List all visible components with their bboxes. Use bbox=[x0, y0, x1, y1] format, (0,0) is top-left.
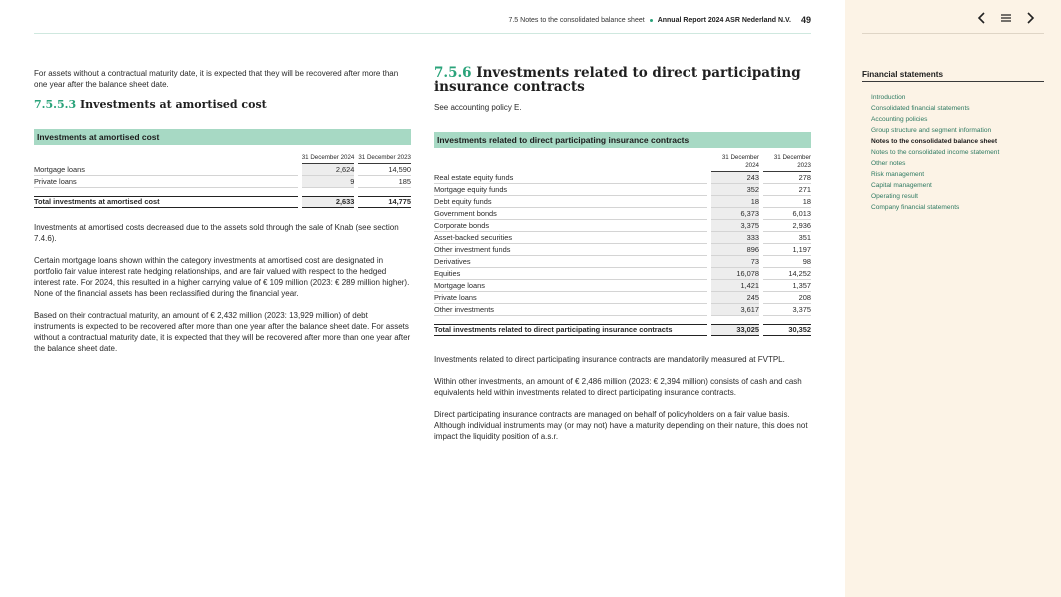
sidebar-item[interactable]: Other notes bbox=[871, 160, 906, 167]
table-row bbox=[434, 184, 811, 196]
row-label: Other investments bbox=[434, 304, 707, 316]
col-header-2024: 31 December 2024 bbox=[302, 151, 355, 164]
sidebar-item[interactable]: Operating result bbox=[871, 193, 918, 200]
section-number: 7.5.6 bbox=[434, 65, 472, 81]
table-row bbox=[434, 232, 811, 244]
value-2024: 3,375 bbox=[711, 220, 759, 232]
sidebar-item[interactable]: Accounting policies bbox=[871, 116, 928, 123]
nav-icons bbox=[975, 11, 1037, 25]
row-label: Other investment funds bbox=[434, 244, 707, 256]
table-row bbox=[34, 176, 411, 188]
value-2023: 14,590 bbox=[358, 164, 411, 176]
row-label: Derivatives bbox=[434, 256, 707, 268]
value-2024: 3,617 bbox=[711, 304, 759, 316]
row-label: Mortgage loans bbox=[34, 164, 298, 176]
row-label: Government bonds bbox=[434, 208, 707, 220]
value-2023: 18 bbox=[763, 196, 811, 208]
table-row bbox=[434, 172, 811, 184]
sidebar-item[interactable]: Consolidated financial statements bbox=[871, 105, 970, 112]
col-header-2023: 31 December 2023 bbox=[763, 154, 811, 172]
value-2024: 9 bbox=[302, 176, 355, 188]
value-2023: 1,357 bbox=[763, 280, 811, 292]
intro-paragraph: For assets without a contractual maturity date, it is expected that they will be recovered after more than one year after the balance sheet date. bbox=[34, 69, 399, 89]
value-2024: 243 bbox=[711, 172, 759, 184]
section-number: 7.5.5.3 bbox=[34, 98, 77, 111]
total-2023: 30,352 bbox=[763, 324, 811, 336]
row-label: Equities bbox=[434, 268, 707, 280]
total-2023: 14,775 bbox=[358, 196, 411, 208]
section-title: Investments related to direct participating insurance contracts bbox=[434, 65, 801, 95]
navigation-sidebar bbox=[845, 0, 1061, 597]
table-row bbox=[434, 256, 811, 268]
table-total-row bbox=[34, 196, 411, 208]
value-2024: 352 bbox=[711, 184, 759, 196]
value-2023: 2,936 bbox=[763, 220, 811, 232]
table-row bbox=[434, 292, 811, 304]
paragraph-hedging: Certain mortgage loans shown within the category investments at amortised cost are designated in portfolio fair value interest rate hedging relationships, and are fair valued with respect to the hedged interest rate. For 2024, this resulted in a higher carrying value of € 109 million (2023: € 289 million higher). None of the financial assets has been reclassified during the financial year. bbox=[34, 256, 410, 298]
col-header-2023: 31 December 2023 bbox=[358, 151, 411, 164]
table-header-row bbox=[434, 154, 811, 172]
paragraph-liquidity: Direct participating insurance contracts are managed on behalf of policyholders on a fair value basis. Although individual instruments may (or may not) have a maturity depending on their nature, this does not impact the liquidity position of a.s.r. bbox=[434, 410, 808, 441]
total-label: Total investments at amortised cost bbox=[34, 196, 298, 208]
table-header-row bbox=[34, 151, 411, 164]
paragraph-fvtpl: Investments related to direct participating insurance contracts are mandatorily measured at FVTPL. bbox=[434, 355, 785, 364]
row-label: Mortgage equity funds bbox=[434, 184, 707, 196]
sidebar-item[interactable]: Capital management bbox=[871, 182, 932, 189]
col-header-2024: 31 December 2024 bbox=[711, 154, 759, 172]
value-2023: 185 bbox=[358, 176, 411, 188]
value-2024: 73 bbox=[711, 256, 759, 268]
chevron-left-icon[interactable] bbox=[975, 11, 989, 25]
header-info bbox=[508, 15, 811, 25]
table-row bbox=[434, 196, 811, 208]
table-row bbox=[434, 268, 811, 280]
value-2023: 208 bbox=[763, 292, 811, 304]
header-report-title: Annual Report 2024 ASR Nederland N.V. bbox=[657, 16, 791, 24]
chevron-right-icon[interactable] bbox=[1023, 11, 1037, 25]
value-2024: 896 bbox=[711, 244, 759, 256]
value-2024: 2,624 bbox=[302, 164, 355, 176]
section-title: Investments at amortised cost bbox=[79, 98, 267, 111]
paragraph-cash: Within other investments, an amount of € 2,486 million (2023: € 2,394 million) consists of cash and cash equivalents held within investments related to direct participating insurance contracts. bbox=[434, 377, 802, 397]
sidebar-item[interactable]: Risk management bbox=[871, 171, 925, 178]
table-row bbox=[434, 208, 811, 220]
value-2024: 18 bbox=[711, 196, 759, 208]
page-header bbox=[34, 8, 811, 34]
row-label: Debt equity funds bbox=[434, 196, 707, 208]
value-2024: 333 bbox=[711, 232, 759, 244]
sidebar-menu bbox=[871, 92, 1046, 213]
row-label: Asset-backed securities bbox=[434, 232, 707, 244]
table-title: Investments at amortised cost bbox=[34, 129, 411, 145]
section-heading-direct bbox=[434, 66, 811, 94]
right-column bbox=[434, 66, 811, 442]
table-row bbox=[434, 220, 811, 232]
sidebar-item[interactable]: Company financial statements bbox=[871, 204, 960, 211]
accounting-policy-link[interactable]: See accounting policy E. bbox=[434, 103, 522, 112]
paragraph-maturity: Based on their contractual maturity, an amount of € 2,432 million (2023: 13,929 million) of debt instruments is expected to be recovered after more than one year after the balance sheet date. For assets without a contractual maturity date, it is expected that they will be recovered after more than one year after the balance sheet date. bbox=[34, 311, 411, 353]
value-2023: 351 bbox=[763, 232, 811, 244]
table-title: Investments related to direct participating insurance contracts bbox=[434, 132, 811, 148]
left-column bbox=[34, 68, 411, 354]
row-label: Private loans bbox=[34, 176, 298, 188]
total-label: Total investments related to direct participating insurance contracts bbox=[434, 324, 707, 336]
value-2023: 98 bbox=[763, 256, 811, 268]
value-2024: 6,373 bbox=[711, 208, 759, 220]
header-dot bbox=[650, 19, 653, 22]
table-total-row bbox=[434, 324, 811, 336]
page-number: 49 bbox=[800, 15, 811, 25]
value-2023: 14,252 bbox=[763, 268, 811, 280]
sidebar-item[interactable]: Notes to the consolidated balance sheet bbox=[871, 138, 998, 145]
row-label: Corporate bonds bbox=[434, 220, 707, 232]
sidebar-item[interactable]: Group structure and segment information bbox=[871, 127, 992, 134]
sidebar-title[interactable]: Financial statements bbox=[862, 70, 1044, 82]
row-label: Private loans bbox=[434, 292, 707, 304]
amortised-cost-table bbox=[34, 129, 411, 208]
table-row bbox=[34, 164, 411, 176]
table-row bbox=[434, 280, 811, 292]
table-row bbox=[434, 244, 811, 256]
value-2024: 245 bbox=[711, 292, 759, 304]
sidebar-item[interactable]: Notes to the consolidated income statement bbox=[871, 149, 1000, 156]
total-2024: 33,025 bbox=[711, 324, 759, 336]
value-2023: 271 bbox=[763, 184, 811, 196]
row-label: Mortgage loans bbox=[434, 280, 707, 292]
table-row bbox=[434, 304, 811, 316]
sidebar-item[interactable]: Introduction bbox=[871, 94, 906, 101]
header-section[interactable]: 7.5 Notes to the consolidated balance sheet bbox=[508, 16, 645, 24]
value-2023: 3,375 bbox=[763, 304, 811, 316]
section-heading-amortised bbox=[34, 99, 411, 110]
value-2024: 16,078 bbox=[711, 268, 759, 280]
paragraph-knab: Investments at amortised costs decreased due to the assets sold through the sale of Knab (see section 7.4.6). bbox=[34, 223, 399, 243]
value-2023: 278 bbox=[763, 172, 811, 184]
menu-icon[interactable] bbox=[999, 11, 1013, 25]
value-2023: 1,197 bbox=[763, 244, 811, 256]
direct-participating-table bbox=[434, 132, 811, 336]
total-2024: 2,633 bbox=[302, 196, 355, 208]
sidebar-divider bbox=[862, 33, 1044, 34]
value-2023: 6,013 bbox=[763, 208, 811, 220]
row-label: Real estate equity funds bbox=[434, 172, 707, 184]
value-2024: 1,421 bbox=[711, 280, 759, 292]
